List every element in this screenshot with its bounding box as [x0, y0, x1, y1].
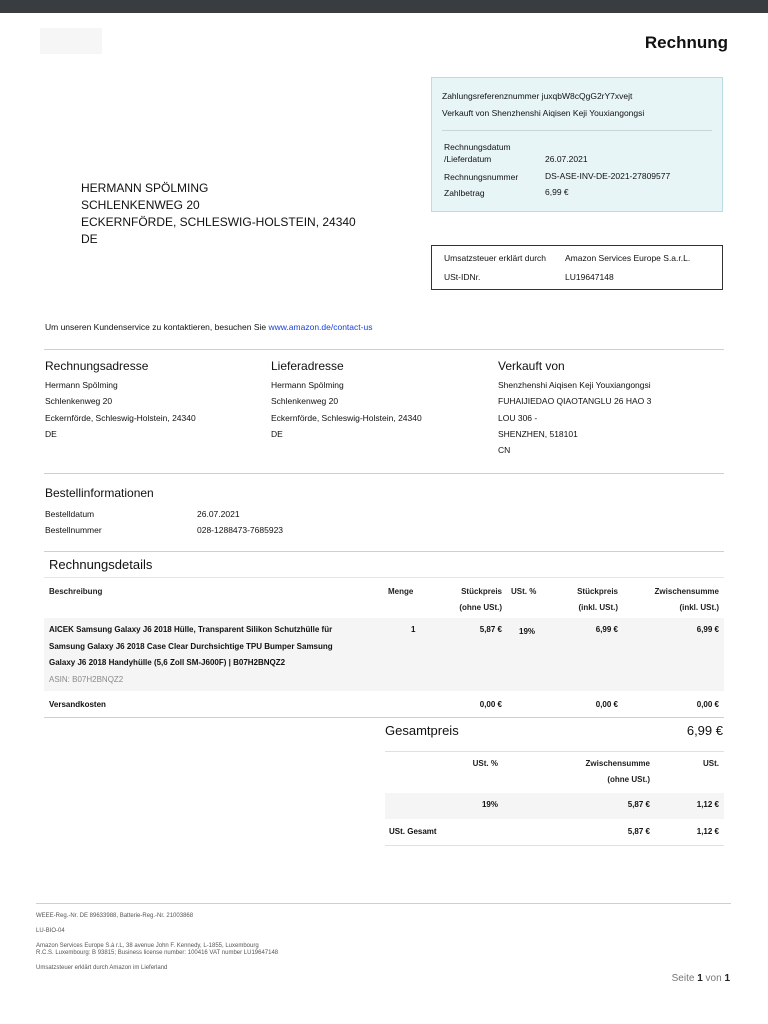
col-subtotal-line-1: Zwischensumme [654, 587, 719, 596]
footer-lu: LU-BIO-04 [36, 928, 65, 934]
invoice-date-label-line-2: /Lieferdatum [444, 154, 492, 164]
col-subtotal-line-2: (inkl. USt.) [679, 603, 719, 612]
order-number-label: Bestellnummer [45, 525, 102, 535]
divider [385, 751, 724, 752]
divider [44, 577, 724, 578]
amount-value: 6,99 € [545, 187, 569, 197]
col-unit-net-line-2: (ohne USt.) [459, 603, 502, 612]
page-current: 1 [697, 973, 703, 984]
item-desc-line-1: AICEK Samsung Galaxy J6 2018 Hülle, Transparent Silikon Schutzhülle für [49, 625, 333, 634]
shipping-unit-gross: 0,00 € [595, 700, 618, 709]
footer-company-2: R.C.S. Luxembourg: B 93815; Business license number: 100416 VAT number LU19647148 [36, 950, 279, 956]
col-unit-net [430, 584, 502, 616]
item-desc-line-3: Galaxy J6 2018 Handyhülle (5,6 Zoll SM-J600F) | B07H2BNQZ2 [49, 658, 286, 667]
item-description [49, 622, 379, 688]
page-prefix: Seite [671, 973, 695, 984]
divider [44, 717, 724, 718]
item-vat: 19% [519, 627, 536, 636]
shipping-unit-net: 0,00 € [479, 700, 502, 709]
vat-sum-row-ust: 1,12 € [696, 800, 719, 809]
billing-address [45, 358, 196, 442]
seller-line-1: FUHAIJIEDAO QIAOTANGLU 26 HAO 3 [498, 396, 652, 407]
total-value: 6,99 € [686, 723, 723, 738]
item-asin: ASIN: B07H2BNQZ2 [49, 674, 124, 684]
order-number-value: 028-1288473-7685923 [197, 525, 284, 535]
page-separator: von [705, 973, 722, 984]
seller-line-2: LOU 306 - [498, 412, 538, 423]
total-label: Gesamtpreis [385, 723, 459, 738]
invoice-details-heading: Rechnungsdetails [49, 557, 153, 572]
col-unit-gross [548, 584, 618, 616]
divider [44, 473, 724, 474]
vat-sum-col-sub-line-1: Zwischensumme [585, 759, 650, 768]
item-subtotal: 6,99 € [696, 625, 719, 634]
shipping-address [271, 358, 422, 442]
logo-placeholder [40, 28, 102, 54]
vat-declaration-box [431, 245, 723, 290]
shipping-city: Eckernförde, Schleswig-Holstein, 24340 [271, 412, 422, 423]
vat-sum-col-sub [560, 756, 650, 788]
page-total: 1 [724, 973, 730, 984]
payment-reference: Zahlungsreferenznummer juxqbW8cQgG2rY7xvejt [442, 91, 633, 101]
vat-sum-row-sub: 5,87 € [627, 800, 650, 809]
col-unit-gross-line-1: Stückpreis [577, 587, 618, 596]
seller-line-3: SHENZHEN, 518101 [498, 428, 578, 439]
amount-label: Zahlbetrag [444, 188, 485, 198]
shipping-cost-label: Versandkosten [49, 700, 106, 709]
vat-sum-col-ust: USt. [703, 759, 719, 768]
seller-heading: Verkauft von [498, 359, 565, 373]
vat-id-label: USt-IDNr. [444, 272, 481, 282]
col-description: Beschreibung [49, 587, 103, 596]
seller-address [498, 358, 651, 458]
shipping-heading: Lieferadresse [271, 359, 344, 373]
page-title: Rechnung [644, 33, 728, 52]
vat-sum-col-sub-line-2: (ohne USt.) [607, 775, 650, 784]
divider [44, 551, 724, 552]
page-indicator [672, 973, 730, 984]
col-qty: Menge [388, 587, 414, 596]
sold-by-line: Verkauft von Shenzhenshi Aiqisen Keji Youxiangongsi [442, 108, 645, 118]
billing-city: Eckernförde, Schleswig-Holstein, 24340 [45, 412, 196, 423]
shipping-country: DE [271, 428, 283, 439]
vat-sum-col-vat: USt. % [472, 759, 498, 768]
recipient-street: SCHLENKENWEG 20 [81, 198, 200, 212]
invoice-date-label-line-1: Rechnungsdatum [444, 142, 511, 152]
invoice-date-value: 26.07.2021 [545, 154, 588, 164]
invoice-number-value: DS-ASE-INV-DE-2021-27809577 [545, 171, 671, 181]
billing-street: Schlenkenweg 20 [45, 396, 113, 407]
seller-name: Shenzhenshi Aiqisen Keji Youxiangongsi [498, 380, 651, 390]
col-unit-net-line-1: Stückpreis [461, 587, 502, 596]
payment-box-divider [442, 130, 712, 131]
billing-name: Hermann Spölming [45, 380, 118, 390]
recipient-country: DE [81, 232, 98, 246]
payment-info-box [431, 77, 723, 212]
top-bar [0, 0, 768, 13]
contact-link[interactable]: www.amazon.de/contact-us [268, 322, 373, 332]
contact-text: Um unseren Kundenservice zu kontaktieren, besuchen Sie [45, 322, 269, 332]
billing-heading: Rechnungsadresse [45, 359, 149, 373]
vat-declared-value: Amazon Services Europe S.a.r.L. [565, 253, 691, 263]
order-date-value: 26.07.2021 [197, 509, 240, 519]
vat-declared-label: Umsatzsteuer erklärt durch [444, 253, 547, 263]
footer-company-1: Amazon Services Europe S.à r.L, 38 avenue John F. Kennedy, L-1855, Luxembourg [36, 943, 259, 949]
item-unit-gross: 6,99 € [595, 625, 618, 634]
item-qty: 1 [411, 625, 416, 634]
billing-country: DE [45, 428, 57, 439]
invoice-date-label [444, 141, 511, 165]
footer-weee: WEEE-Reg.-Nr. DE 89633988, Batterie-Reg.-Nr. 21003868 [36, 913, 194, 919]
col-subtotal [628, 584, 719, 616]
vat-total-label: USt. Gesamt [389, 827, 437, 836]
col-unit-gross-line-2: (inkl. USt.) [578, 603, 618, 612]
footer-divider [36, 903, 731, 904]
item-unit-net: 5,87 € [479, 625, 502, 634]
vat-id-value: LU19647148 [565, 272, 614, 282]
shipping-subtotal: 0,00 € [696, 700, 719, 709]
order-info [45, 486, 154, 506]
item-desc-line-2: Samsung Galaxy J6 2018 Case Clear Durchsichtige TPU Bumper Samsung [49, 641, 333, 651]
vat-total-sub: 5,87 € [627, 827, 650, 836]
invoice-number-label: Rechnungsnummer [444, 172, 519, 182]
divider [385, 845, 724, 846]
footer-vat-note: Umsatzsteuer erklärt durch Amazon im Lieferland [36, 965, 168, 971]
order-info-heading: Bestellinformationen [45, 486, 154, 500]
recipient-address [81, 180, 356, 248]
col-vat: USt. % [511, 587, 537, 596]
divider [44, 349, 724, 350]
contact-line [45, 322, 372, 332]
seller-country: CN [498, 445, 511, 456]
shipping-name: Hermann Spölming [271, 380, 344, 390]
recipient-name: HERMANN SPÖLMING [81, 181, 209, 195]
recipient-city: ECKERNFÖRDE, SCHLESWIG-HOLSTEIN, 24340 [81, 215, 356, 229]
shipping-street: Schlenkenweg 20 [271, 396, 339, 407]
vat-sum-row-vat: 19% [481, 800, 498, 809]
order-date-label: Bestelldatum [45, 509, 95, 519]
vat-total-ust: 1,12 € [696, 827, 719, 836]
